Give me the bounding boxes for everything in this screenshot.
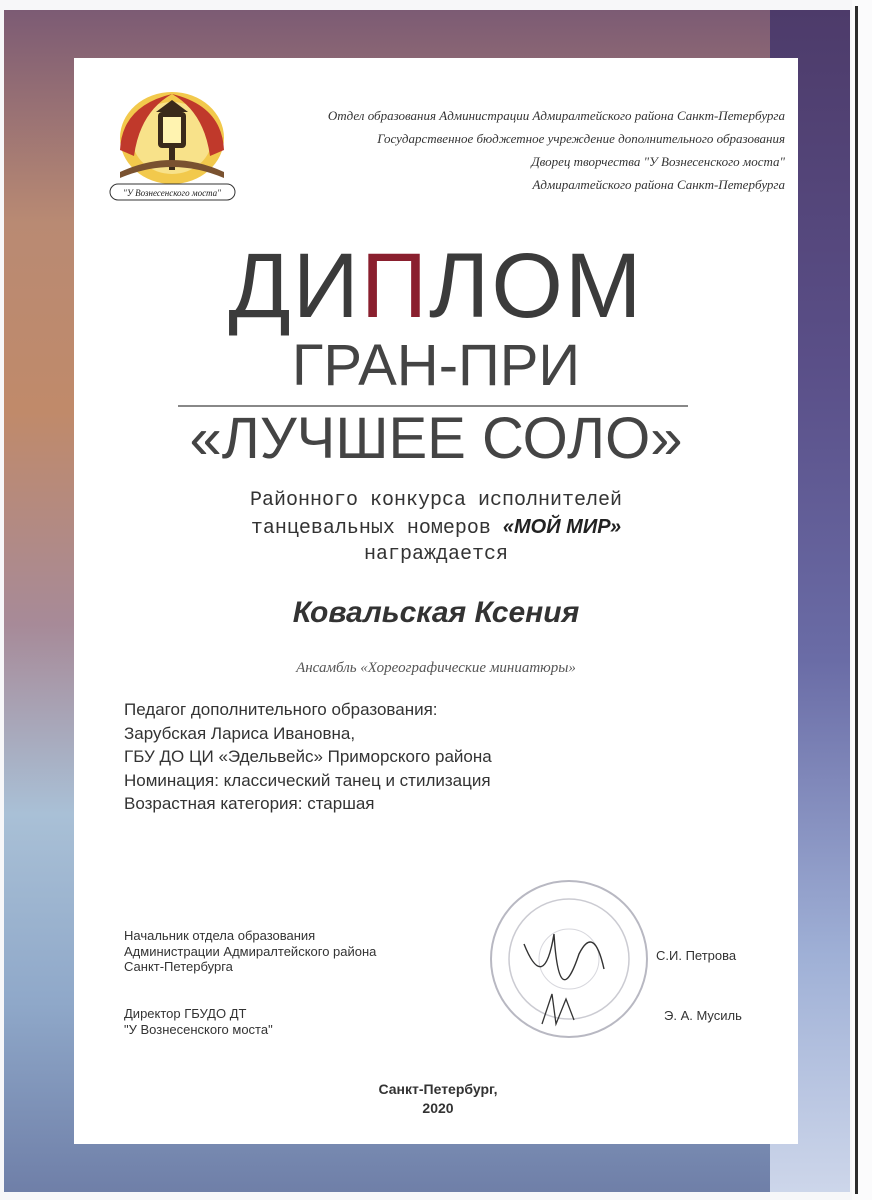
scan-edge-line [855,6,858,1194]
issue-city: Санкт-Петербург, [378,1081,498,1097]
org-line: Дворец творчества "У Вознесенского моста" [531,154,785,169]
logo-caption: "У Вознесенского моста" [123,188,221,198]
title-accent-letter: П [360,235,429,337]
contest-line: Районного конкурса исполнителей [249,489,623,512]
title-part: ЛОМ [428,235,644,337]
issue-place-date [318,1080,558,1118]
director-signature-block [124,1006,444,1038]
director-org: "У Вознесенского моста" [124,1022,273,1037]
official-stamp [484,874,654,1044]
contest-name: «МОЙ МИР» [502,516,622,538]
issue-year: 2020 [422,1100,454,1116]
detail-line: ГБУ ДО ЦИ «Эдельвейс» Приморского района [124,747,492,766]
director-title: Директор ГБУДО ДТ [124,1006,247,1021]
detail-line: Педагог дополнительного образования: [124,700,438,719]
organization-header [240,104,785,196]
detail-line: Возрастная категория: старшая [124,794,375,813]
contest-line [74,514,798,542]
award-details [124,698,744,816]
detail-line: Номинация: классический танец и стилизация [124,770,491,790]
contest-line-prefix: танцевальных номеров [250,517,503,540]
org-line: Отдел образования Администрации Адмиралтейского района Санкт-Петербурга [327,108,785,123]
head-name: С.И. Петрова [656,948,737,963]
title-part: ДИ [228,235,361,337]
nomination-heading: «ЛУЧШЕЕ СОЛО» [189,406,683,471]
director-name: Э. А. Мусиль [664,1008,742,1023]
detail-line: Зарубская Лариса Ивановна, [124,723,356,743]
grand-prix-heading: ГРАН-ПРИ [291,333,581,398]
palace-logo [100,86,245,211]
contest-description [74,488,798,568]
awarded-label: награждается [363,543,509,566]
org-line: Государственное бюджетное учреждение дополнительного образования [377,131,785,146]
head-title-line: Начальник отдела образования [124,928,316,943]
head-signature-block [124,928,504,975]
head-title-line: Санкт-Петербурга [124,959,233,974]
ensemble-name: Ансамбль «Хореографические миниатюры» [296,660,576,676]
diploma-title [74,236,798,336]
org-line: Адмиралтейского района Санкт-Петербурга [532,177,785,192]
head-title-line: Администрации Адмиралтейского района [124,943,377,959]
recipient-name: Ковальская Ксения [292,596,580,629]
